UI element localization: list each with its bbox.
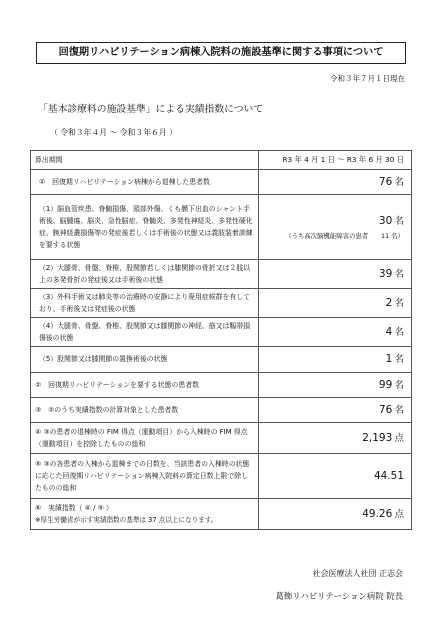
row-value-cell	[259, 347, 412, 373]
row-unit: 名	[394, 268, 404, 280]
row-note: （うち高次脳機能障害の患者 11 名）	[285, 231, 404, 240]
row-value-cell	[259, 170, 412, 195]
row-unit: 名	[394, 379, 404, 391]
row-value: 2,193	[362, 431, 393, 444]
row-value-cell	[259, 454, 412, 499]
row-value: 1	[385, 353, 393, 366]
row-unit: 名	[394, 354, 404, 366]
table-row	[31, 195, 412, 260]
row-label: ① 回復期リハビリテーション病棟から退棟した患者数	[31, 170, 259, 195]
table-row	[31, 318, 412, 347]
row-value-cell	[259, 318, 412, 347]
row-label: ⑤ ③の各患者の入棟から退棟までの日数を、当該患者の入棟時の状態に応じた回復期リハビリテーション病棟入院料の算定日数上限で除したものの総和	[31, 454, 259, 499]
table-row	[31, 454, 412, 499]
section-subtitle: 「基本診療料の施設基準」による実績指数について	[38, 104, 264, 115]
row-unit: 名	[394, 297, 404, 309]
table-row	[31, 170, 412, 195]
table-row	[31, 398, 412, 423]
row-value: 76	[378, 403, 393, 416]
report-date: 令和３年７月１日現在	[330, 74, 405, 83]
row-value-cell	[259, 195, 412, 260]
row-value: 39	[378, 267, 393, 280]
row-label-cell	[31, 499, 259, 530]
row-value-cell	[259, 499, 412, 530]
row-value: 2	[385, 296, 393, 309]
row-label: ② 回復期リハビリテーションを要する状態の患者数	[31, 373, 259, 398]
row-value-cell	[259, 260, 412, 289]
row-unit: 点	[394, 508, 404, 520]
table-row	[31, 499, 412, 530]
row-unit: 名	[394, 404, 404, 416]
row-value-cell	[259, 373, 412, 398]
table-row	[31, 423, 412, 454]
hospital-director: 葛飾リハビリテーション病院 院長	[275, 591, 403, 601]
period-range: （ 令和３年４月 ～ 令和３年６月 ）	[50, 128, 177, 137]
organization-name: 社会医療法人社団 正志会	[312, 569, 403, 578]
row-value-cell	[259, 289, 412, 318]
row-value: 76	[378, 175, 393, 188]
table-row	[31, 289, 412, 318]
row-unit: 名	[394, 216, 404, 228]
header-label: 算出期間	[31, 151, 259, 170]
row-value: 30	[378, 215, 393, 228]
row-footnote: ※厚生労働省が示す実績指数の基準は 37 点以上になります。	[35, 515, 218, 524]
row-label: （4）大腿骨、骨盤、脊椎、股関節又は膝関節の神経、筋又は靱帯損傷後の状態	[31, 318, 259, 347]
row-value-cell	[259, 423, 412, 454]
row-label: （2）大腿骨、骨盤、脊椎、股関節若しくは膝関節の骨折又は２肢以上の多発骨折の発症後又は手術後の状態	[31, 260, 259, 289]
row-value: 44.51	[373, 469, 404, 482]
performance-index-table	[30, 150, 412, 530]
row-label: （5）股関節又は膝関節の置換術後の状態	[31, 347, 259, 373]
row-unit: 名	[394, 176, 404, 188]
row-value: 99	[378, 378, 393, 391]
row-label: （1）脳血管疾患、脊髄損傷、頭部外傷、くも膜下出血のシャント手術後、脳腫瘍、脳炎、急性脳症、脊髄炎、多発性神経炎、多発性硬化症、腕神経叢損傷等の発症後若しくは手術後の状態又は義肢装着訓練を要する状態	[31, 195, 259, 260]
header-value: R3 年 4 月 1 日 ～ R3 年 6 月 30 日	[259, 151, 412, 170]
table-header-row	[31, 151, 412, 170]
row-label: ③ ②のうち実績指数の計算対象とした患者数	[31, 398, 259, 423]
row-unit: 名	[394, 326, 404, 338]
row-value: 4	[385, 325, 393, 338]
table-row	[31, 373, 412, 398]
document-title: 回復期リハビリテーション病棟入院料の施設基準に関する事項について	[36, 42, 406, 64]
row-value: 49.26	[362, 507, 393, 520]
row-label: ⑥ 実績指数（ ④ / ⑤ ）	[35, 503, 113, 512]
row-label: （3）外科手術又は肺炎等の治療時の安静により廃用症候群を有しており、手術後又は発症後の状態	[31, 289, 259, 318]
table-row	[31, 347, 412, 373]
row-unit: 点	[394, 432, 404, 444]
row-label: ④ ③の患者の退棟時の FIM 得点（運動項目）から入棟時の FIM 得点（運動項目）を控除したものの総和	[31, 423, 259, 454]
row-value-cell	[259, 398, 412, 423]
table-row	[31, 260, 412, 289]
